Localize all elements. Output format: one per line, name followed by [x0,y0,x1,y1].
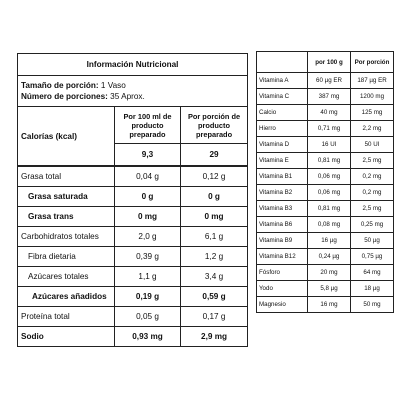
nutrient-label: Fibra dietaria [18,247,115,267]
table-row [257,297,394,313]
vitamins-portion-header: Por porción [351,52,394,73]
table-row [257,169,394,185]
nutrient-per100: 0 g [115,187,181,207]
vitamin-portion: 1200 mg [351,89,394,105]
vitamin-name: Vitamina D [257,137,308,153]
vitamin-name: Hierro [257,121,308,137]
nutrient-per100: 0,04 g [115,166,181,187]
nutrient-label: Carbohidratos totales [18,227,115,247]
vitamin-portion: 125 mg [351,105,394,121]
nutrition-title: Información Nutricional [18,54,248,76]
vitamin-name: Vitamina B12 [257,249,308,265]
nutrient-per100: 2,0 g [115,227,181,247]
table-row [257,137,394,153]
nutrient-label: Grasa saturada [18,187,115,207]
calories-per100: 9,3 [115,144,181,167]
serving-size-value: 1 Vaso [98,81,126,90]
table-row [257,73,394,89]
vitamin-portion: 0,25 mg [351,217,394,233]
vitamin-per100: 0,06 mg [308,185,351,201]
vitamin-name: Vitamina C [257,89,308,105]
vitamin-name: Vitamina B3 [257,201,308,217]
vitamin-name: Magnesio [257,297,308,313]
vitamin-per100: 5,8 µg [308,281,351,297]
servings-label: Número de porciones: [21,92,108,101]
table-row [18,207,248,227]
table-row [257,185,394,201]
vitamin-per100: 0,08 mg [308,217,351,233]
vitamin-portion: 2,5 mg [351,153,394,169]
servings-value: 35 Aprox. [107,92,145,101]
nutrient-portion: 0,17 g [181,307,248,327]
nutrient-portion: 1,2 g [181,247,248,267]
vitamin-name: Vitamina B9 [257,233,308,249]
vitamin-per100: 0,24 µg [308,249,351,265]
table-row [257,249,394,265]
table-row [257,105,394,121]
table-row [257,281,394,297]
vitamin-portion: 2,2 mg [351,121,394,137]
table-row [257,217,394,233]
vitamins-header-blank [257,52,308,73]
vitamin-name: Vitamina B2 [257,185,308,201]
table-row [257,153,394,169]
vitamin-name: Vitamina E [257,153,308,169]
vitamin-portion: 50 mg [351,297,394,313]
nutrient-portion: 0 mg [181,207,248,227]
table-row [18,166,248,187]
vitamin-portion: 0,2 mg [351,169,394,185]
nutrient-per100: 1,1 g [115,267,181,287]
nutrient-portion: 0 g [181,187,248,207]
table-row [18,187,248,207]
vitamins-per100-header: por 100 g [308,52,351,73]
vitamin-per100: 16 µg [308,233,351,249]
vitamin-per100: 387 mg [308,89,351,105]
vitamin-per100: 16 UI [308,137,351,153]
serving-size-label: Tamaño de porción: [21,81,99,90]
vitamin-portion: 0,75 µg [351,249,394,265]
calories-label: Calorías (kcal) [18,107,115,167]
vitamin-portion: 18 µg [351,281,394,297]
vitamin-per100: 0,81 mg [308,153,351,169]
per100-header: Por 100 ml de producto preparado [115,107,181,144]
nutrient-label: Sodio [18,327,115,347]
nutrient-portion: 0,12 g [181,166,248,187]
vitamin-name: Yodo [257,281,308,297]
table-row [18,227,248,247]
vitamin-per100: 0,06 mg [308,169,351,185]
vitamin-portion: 64 mg [351,265,394,281]
table-row [257,121,394,137]
vitamin-portion: 0,2 mg [351,185,394,201]
nutrient-per100: 0,93 mg [115,327,181,347]
vitamin-portion: 187 µg ER [351,73,394,89]
vitamin-portion: 50 UI [351,137,394,153]
nutrient-per100: 0,19 g [115,287,181,307]
table-row [257,265,394,281]
table-row [257,89,394,105]
vitamin-per100: 20 mg [308,265,351,281]
nutrient-per100: 0,05 g [115,307,181,327]
nutrient-per100: 0,39 g [115,247,181,267]
nutrient-portion: 3,4 g [181,267,248,287]
table-row [18,307,248,327]
table-row [18,267,248,287]
table-row [18,287,248,307]
vitamins-table [256,51,394,313]
vitamin-name: Calcio [257,105,308,121]
vitamin-name: Fósforo [257,265,308,281]
vitamin-name: Vitamina A [257,73,308,89]
table-row [18,247,248,267]
nutrient-portion: 0,59 g [181,287,248,307]
table-row [257,233,394,249]
nutrient-portion: 6,1 g [181,227,248,247]
nutrient-portion: 2,9 mg [181,327,248,347]
vitamin-portion: 2,5 mg [351,201,394,217]
table-row [257,201,394,217]
vitamin-per100: 40 mg [308,105,351,121]
calories-portion: 29 [181,144,248,167]
nutrition-facts-table [17,53,248,347]
table-row [18,327,248,347]
nutrient-label: Proteína total [18,307,115,327]
nutrient-label: Grasa trans [18,207,115,227]
nutrient-label: Azúcares totales [18,267,115,287]
nutrient-per100: 0 mg [115,207,181,227]
vitamin-portion: 50 µg [351,233,394,249]
vitamin-per100: 0,81 mg [308,201,351,217]
nutrient-label: Azúcares añadidos [18,287,115,307]
vitamin-per100: 16 mg [308,297,351,313]
vitamin-per100: 60 µg ER [308,73,351,89]
vitamin-per100: 0,71 mg [308,121,351,137]
portion-header: Por porción de producto preparado [181,107,248,144]
vitamin-name: Vitamina B1 [257,169,308,185]
nutrient-label: Grasa total [18,166,115,187]
serving-info [18,76,248,107]
vitamin-name: Vitamina B6 [257,217,308,233]
